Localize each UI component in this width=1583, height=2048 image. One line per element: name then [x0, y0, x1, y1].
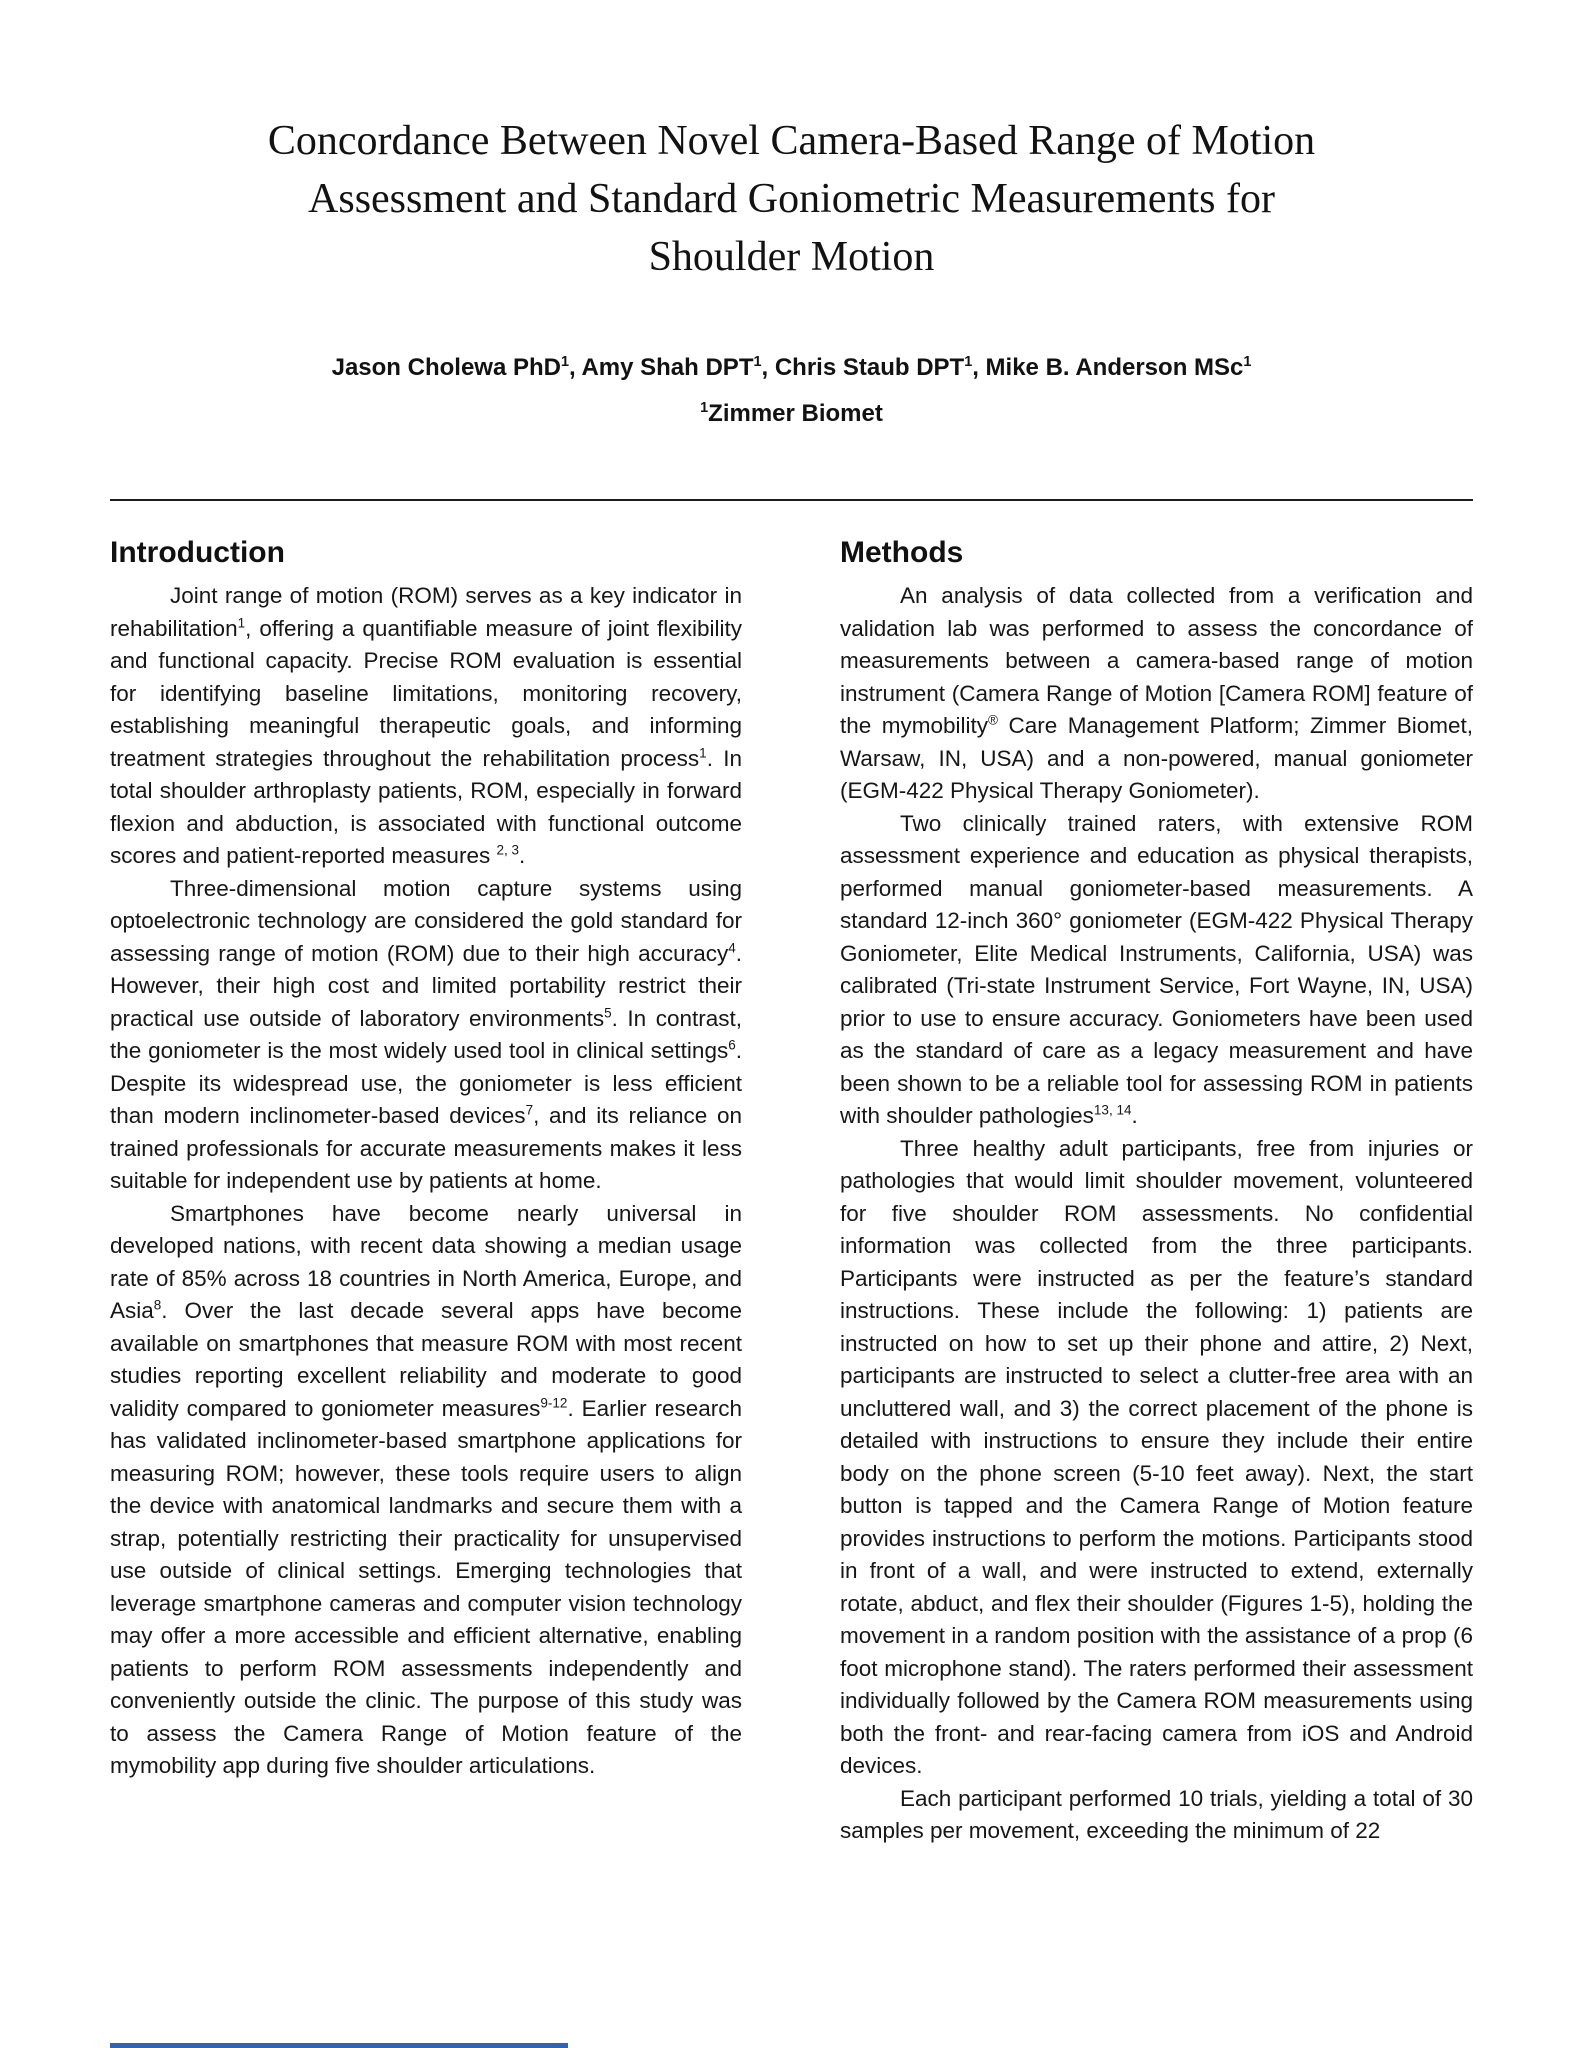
- introduction-heading: Introduction: [110, 536, 285, 569]
- column-introduction: [110, 536, 742, 1783]
- methods-paragraph-4: Each participant performed 10 trials, yielding a total of 30 samples per movement, exceeding the minimum of 22: [840, 1785, 1473, 1843]
- column-methods: [840, 536, 1473, 1848]
- methods-heading: Methods: [840, 536, 964, 569]
- methods-paragraph-1: An analysis of data collected from a verification and validation lab was performed to assess the concordance of measurements between a camera-based range of motion instrument (Camera Range of Motion [Camera ROM] feature of the mymobility® Care Management Platform; Zimmer Biomet, Warsaw, IN, USA) and a non-powered, manual goniometer (EGM-422 Physical Therapy Goniometer).: [840, 583, 1473, 803]
- footer-accent-bar: [110, 2043, 568, 2048]
- divider-rule: [110, 499, 1473, 501]
- title-line-3: Shoulder Motion: [648, 234, 935, 280]
- affiliation-line: $^1$Zimmer Biomet: [700, 400, 883, 427]
- authors-line: Jason Cholewa PhD$^1$, Amy Shah DPT$^1$, Chris Staub DPT$^1$, Mike B. Anderson MSc$^1$: [331, 354, 1252, 381]
- introduction-paragraph-2: Three-dimensional motion capture systems using optoelectronic technology are considered the gold standard for assessing range of motion (ROM) due to their high accuracy$^4$. However, their high cost and limited portability restrict their practical use outside of laboratory environments$^5$. In contrast, the goniometer is the most widely used tool in clinical settings$^6$. Despite its widespread use, the goniometer is less efficient than modern inclinometer-based devices$^7$, and its reliance on trained professionals for accurate measurements makes it less suitable for independent use by patients at home.: [110, 875, 742, 1193]
- introduction-paragraph-1: Joint range of motion (ROM) serves as a key indicator in rehabilitation$^1$, offering a quantifiable measure of joint flexibility and functional capacity. Precise ROM evaluation is essential for identifying baseline limitations, monitoring recovery, establishing meaningful therapeutic goals, and informing treatment strategies throughout the rehabilitation process$^1$. In total shoulder arthroplasty patients, ROM, especially in forward flexion and abduction, is associated with functional outcome scores and patient-reported measures $^{2, 3}$.: [110, 583, 742, 868]
- title-line-2: Assessment and Standard Goniometric Measurements for: [308, 176, 1275, 222]
- title-line-1: Concordance Between Novel Camera-Based Range of Motion: [267, 118, 1316, 164]
- page-title: [0, 112, 1583, 286]
- introduction-paragraph-3: Smartphones have become nearly universal in developed nations, with recent data showing a median usage rate of 85% across 18 countries in North America, Europe, and Asia$^8$. Over the last decade several apps have become available on smartphones that measure ROM with most recent studies reporting excellent reliability and moderate to good validity compared to goniometer measures$^{9-12}$. Earlier research has validated inclinometer-based smartphone applications for measuring ROM; however, these tools require users to align the device with anatomical landmarks and secure them with a strap, potentially restricting their practicality for unsupervised use outside of clinical settings. Emerging technologies that leverage smartphone cameras and computer vision technology may offer a more accessible and efficient alternative, enabling patients to perform ROM assessments independently and conveniently outside the clinic. The purpose of this study was to assess the Camera Range of Motion feature of the mymobility app during five shoulder articulations.: [110, 1200, 742, 1778]
- methods-paragraph-3: Three healthy adult participants, free from injuries or pathologies that would limit shoulder movement, volunteered for five shoulder ROM assessments. No confidential information was collected from the three participants. Participants were instructed as per the feature’s standard instructions. These include the following: 1) patients are instructed on how to set up their phone and attire, 2) Next, participants are instructed to select a clutter-free area with an uncluttered wall, and 3) the correct placement of the phone is detailed with instructions to ensure they include their entire body on the phone screen (5-10 feet away). Next, the start button is tapped and the Camera Range of Motion feature provides instructions to perform the motions. Participants stood in front of a wall, and were instructed to extend, externally rotate, abduct, and flex their shoulder (Figures 1-5), holding the movement in a random position with the assistance of a prop (6 foot microphone stand). The raters performed their assessment individually followed by the Camera ROM measurements using both the front- and rear-facing camera from iOS and Android devices.: [840, 1135, 1473, 1778]
- methods-paragraph-2: Two clinically trained raters, with extensive ROM assessment experience and education as physical therapists, performed manual goniometer-based measurements. A standard 12-inch 360° goniometer (EGM-422 Physical Therapy Goniometer, Elite Medical Instruments, California, USA) was calibrated (Tri-state Instrument Service, Fort Wayne, IN, USA) prior to use to ensure accuracy. Goniometers have been used as the standard of care as a legacy measurement and have been shown to be a reliable tool for assessing ROM in patients with shoulder pathologies$^{13, 14}$.: [840, 810, 1473, 1128]
